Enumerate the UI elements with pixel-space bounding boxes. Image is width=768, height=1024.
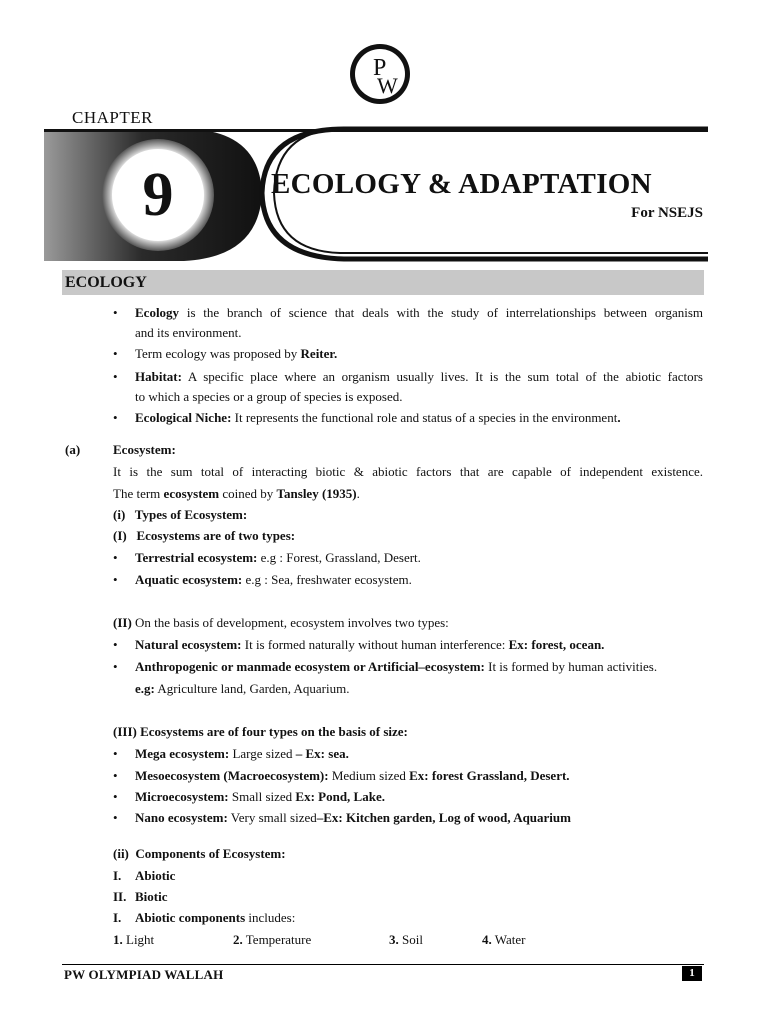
chapter-number: 9 [142, 160, 174, 229]
bullet-marker: • [113, 572, 118, 587]
component-num: II. [113, 889, 127, 904]
bullet-marker: • [113, 637, 118, 652]
size-heading: (III) Ecosystems are of four types on the basis of size: [113, 724, 408, 739]
abiotic-item-light: 1. Light [113, 932, 155, 947]
anthropogenic-ecosystem: Anthropogenic or manmade ecosystem or Artificial–ecosystem: It is formed by human activities. [135, 659, 658, 674]
abiotic-item-soil: 3. Soil [389, 932, 423, 947]
footer-rule [62, 964, 704, 965]
ecosystem-definition-line1: It is the sum total of interacting biotic & abiotic factors that are capable of independent existence. [113, 464, 703, 479]
bullet-marker: • [113, 305, 118, 320]
bullet-marker: • [113, 659, 118, 674]
abiotic-components-heading: Abiotic components includes: [135, 910, 296, 925]
aquatic-ecosystem: Aquatic ecosystem: e.g : Sea, freshwater ecosystem. [135, 572, 412, 587]
terrestrial-ecosystem: Terrestrial ecosystem: e.g : Forest, Grassland, Desert. [135, 550, 421, 565]
development-heading: (II) On the basis of development, ecosystem involves two types: [113, 615, 449, 630]
bullet-ecology-line1: Ecology is the branch of science that deals with the study of interrelationships between organism [135, 305, 703, 320]
logo-letter-w: W [377, 73, 398, 98]
chapter-subtitle: For NSEJS [631, 205, 703, 221]
bullet-marker: • [113, 550, 118, 565]
two-types-heading: (I) Ecosystems are of two types: [113, 528, 296, 543]
pw-logo [349, 43, 411, 105]
mega-ecosystem: Mega ecosystem: Large sized – Ex: sea. [135, 746, 349, 761]
chapter-title: ECOLOGY & ADAPTATION [271, 168, 652, 200]
component-biotic: Biotic [135, 889, 168, 904]
abiotic-item-water: 4. Water [482, 932, 526, 947]
components-heading: (ii) Components of Ecosystem: [113, 846, 286, 861]
micro-ecosystem: Microecosystem: Small sized Ex: Pond, Lake. [135, 789, 385, 804]
bullet-reiter: Term ecology was proposed by Reiter. [135, 346, 338, 361]
bullet-habitat-line2: to which a species or a group of species is exposed. [135, 389, 403, 404]
bullet-niche: Ecological Niche: It represents the functional role and status of a species in the environment. [135, 410, 621, 425]
ecosystem-marker: (a) [65, 442, 81, 457]
types-heading: (i) Types of Ecosystem: [113, 507, 248, 522]
bullet-marker: • [113, 810, 118, 825]
bullet-ecology-line2: and its environment. [135, 325, 242, 340]
meso-ecosystem: Mesoecosystem (Macroecosystem): Medium sized Ex: forest Grassland, Desert. [135, 768, 570, 783]
component-num: I. [113, 868, 122, 883]
page-number: 1 [682, 966, 702, 981]
anthropogenic-example: e.g: Agriculture land, Garden, Aquarium. [135, 681, 350, 696]
bullet-marker: • [113, 746, 118, 761]
abiotic-components-num: I. [113, 910, 122, 925]
bullet-marker: • [113, 410, 118, 425]
bullet-marker: • [113, 369, 118, 384]
ecosystem-definition-line2: The term ecosystem coined by Tansley (1935). [113, 486, 360, 501]
logo-letter-p: P [373, 55, 387, 81]
component-abiotic: Abiotic [135, 868, 176, 883]
footer-brand: PW OLYMPIAD WALLAH [64, 967, 224, 982]
section-header-ecology: ECOLOGY [62, 270, 704, 295]
bullet-marker: • [113, 346, 118, 361]
bullet-marker: • [113, 789, 118, 804]
chapter-label: CHAPTER [72, 108, 153, 127]
bullet-marker: • [113, 768, 118, 783]
abiotic-item-temperature: 2. Temperature [233, 932, 312, 947]
bullet-habitat-line1: Habitat: A specific place where an organism usually lives. It is the sum total of the abiotic factors [135, 369, 703, 384]
ecosystem-heading: Ecosystem: [113, 442, 176, 457]
natural-ecosystem: Natural ecosystem: It is formed naturally without human interference: Ex: forest, ocean. [135, 637, 605, 652]
nano-ecosystem: Nano ecosystem: Very small sized–Ex: Kitchen garden, Log of wood, Aquarium [135, 810, 571, 825]
